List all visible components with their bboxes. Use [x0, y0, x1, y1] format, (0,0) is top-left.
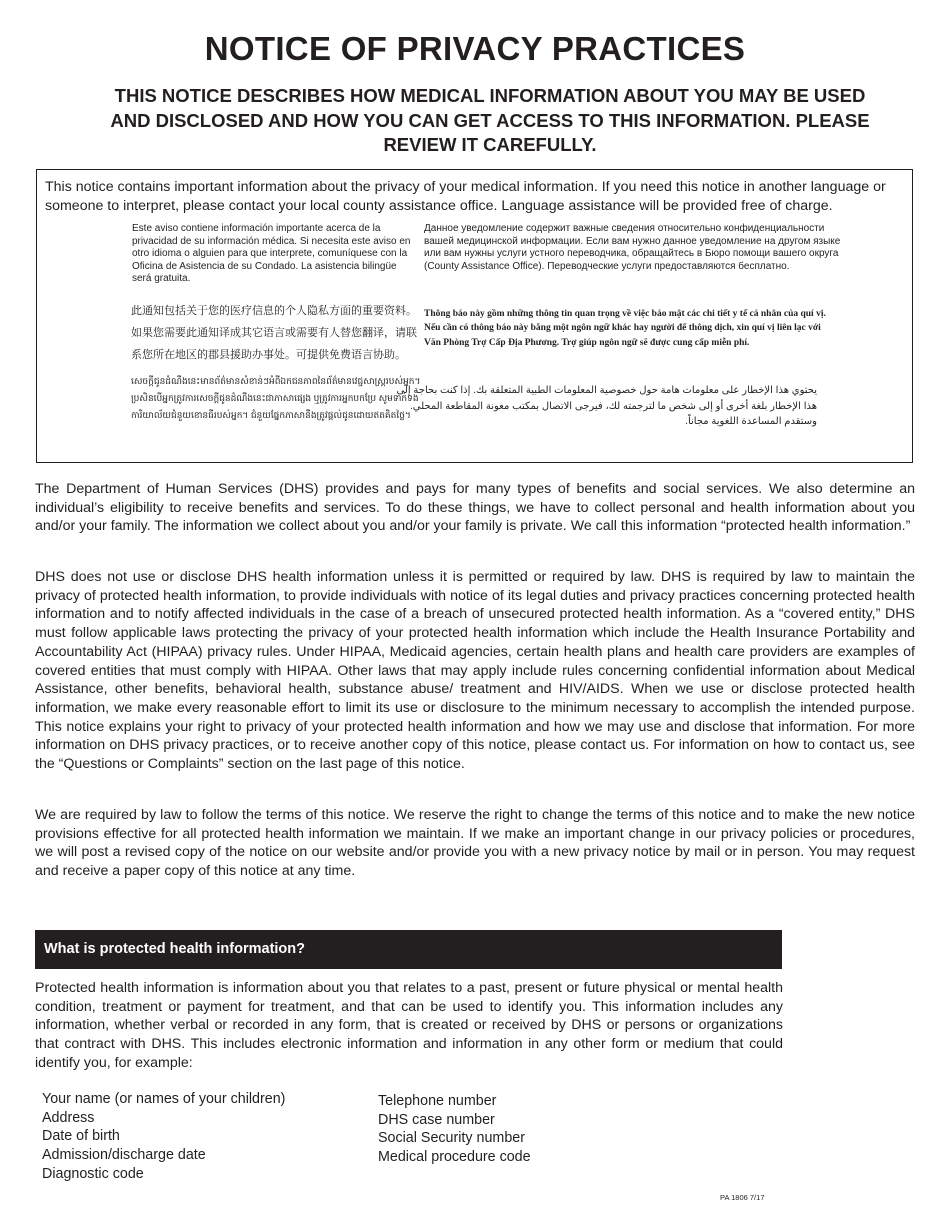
list-item: Diagnostic code — [42, 1165, 144, 1182]
list-item: Medical procedure code — [378, 1149, 531, 1166]
language-assistance-box — [36, 169, 913, 463]
spanish-notice: Este aviso contiene información importante acerca de la privacidad de su información médica. Si necesita este aviso en otro idioma o alguien para que interprete, comuníquese con la Oficina de Asistencia de su Condado. La asistencia bilingüe será gratuita. — [132, 223, 411, 284]
vietnamese-notice: Thông báo này gồm những thông tin quan trọng về việc bảo mật các chi tiết y tế cá nhân của quí vị. Nếu cần có thông báo này bằng một ngôn ngữ khác hay người để thông dịch, xin quí vị liên lạc với Văn Phòng Trợ Cấp Địa Phương. Trợ giúp ngôn ngữ sẽ được cung cấp miễn phí. — [424, 309, 826, 348]
list-item: Admission/discharge date — [42, 1147, 206, 1164]
page-subtitle: THIS NOTICE DESCRIBES HOW MEDICAL INFORMATION ABOUT YOU MAY BE USED AND DISCLOSED AND HOW YOU CAN GET ACCESS TO THIS INFORMATION. PLEASE REVIEW IT CAREFULLY. — [110, 85, 870, 155]
russian-notice: Данное уведомление содержит важные сведения относительно конфиденциальности вашей медицинской информации. Если вам нужно данное уведомление на другом языке или вам нужны услуги устного переводчика, обращайтесь в Бюро помощи вашего округа (County Assistance Office). Переводческие услуги предоставляются бесплатно. — [424, 223, 841, 272]
list-item: Address — [42, 1109, 95, 1126]
list-item: Your name (or names of your children) — [42, 1091, 286, 1107]
phi-definition-paragraph: Protected health information is information about you that relates to a past, present or future physical or mental health condition, treatment or payment for treatment, and that can be used to identify you. This information includes any information, whether verbal or recorded in any form, that is created or received by DHS or persons or organizations that contract with DHS. This includes electronic information and information in any other form or medium that could identify you, for example: — [35, 980, 783, 1071]
khmer-notice: សេចក្តីជូនដំណឹងនេះមានព័ត៌មានសំខាន់ៗអំពីឯកជនភាពនៃព័ត៌មានវេជ្ជសាស្ត្ររបស់អ្នក។ ប្រសិនបើអ្នកត្រូវការសេចក្តីជូនដំណឹងនេះជាភាសាផ្សេង ឬត្រូវការអ្នកបកប្រែ សូមទាក់ទងការិយាល័យជំនួយខោនធីរបស់អ្នក។ ជំនួយផ្នែកភាសានឹងត្រូវផ្តល់ជូនដោយឥតគិតថ្លៃ។ — [131, 376, 421, 420]
phi-examples-right — [378, 1092, 531, 1167]
notice-terms-paragraph: We are required by law to follow the terms of this notice. We reserve the right to change the terms of this notice and to make the new notice provisions effective for all protected health information we maintain. If we make an important change in our privacy policies or procedures, we will post a revised copy of the notice on our website and/or provide you with a new privacy notice by mail or in person. You may request and receive a paper copy of this notice at any time. — [35, 807, 915, 880]
list-item: DHS case number — [378, 1111, 495, 1128]
language-box-intro: This notice contains important information about the privacy of your medical information. If you need this notice in another language or someone to interpret, please contact your local county assistance office. Language assistance will be provided free of charge. — [45, 179, 886, 214]
page-title: NOTICE OF PRIVACY PRACTICES — [204, 30, 746, 67]
dhs-disclosure-paragraph: DHS does not use or disclose DHS health information unless it is permitted or required by law. DHS is required by law to maintain the privacy of protected health information, to provide individuals with notice of its legal duties and privacy practices concerning protected health information and to notify affected individuals in the case of a breach of unsecured protected health information. As a “covered entity,” DHS must follow applicable laws protecting the privacy of your protected health information which include the Health Insurance Portability and Accountability Act (HIPAA) privacy rules. Under HIPAA, Medicaid agencies, certain health plans and health care providers are examples of covered entities that must comply with HIPAA. Other laws that may apply include rules concerning confidential information about Medical Assistance, other benefits, behavioral health, substance abuse/ treatment and HIV/AIDS. When we use or disclose protected health information, we make every reasonable effort to limit its use or disclosure to the minimum necessary to accomplish the intended purpose. This notice explains your right to privacy of your protected health information and how we may use and disclose that information. For more information on DHS privacy practices, or to receive another copy of this notice, please contact us. For information on how to contact us, see the “Questions or Complaints” section on the last page of this notice. — [35, 569, 915, 773]
form-code: PA 1806 7/17 — [720, 1193, 765, 1202]
section-heading: What is protected health information? — [35, 930, 782, 969]
list-item: Date of birth — [42, 1128, 120, 1145]
chinese-notice: 此通知包括关于您的医疗信息的个人隐私方面的重要资料。如果您需要此通知译成其它语言或需要有人替您翻译，请联系您所在地区的郡县援助办事处。可提供免费语言协助。 — [131, 305, 417, 361]
list-item: Social Security number — [378, 1130, 526, 1147]
dhs-intro-paragraph: The Department of Human Services (DHS) provides and pays for many types of benefits and social services. We also determine an individual’s eligibility to receive benefits and services. To do these things, we have to collect personal and health information about you and/or your family. The information we collect about you and/or your family is private. We call this information “protected health information.” — [35, 481, 915, 535]
arabic-notice: يحتوي هذا الإخطار على معلومات هامة حول خصوصية المعلومات الطبية المتعلقة بك. إذا كنت بحاجة إلى هذا الإخطار بلغة أخرى أو إلى شخص ما لترجمته لك، فيرجى الاتصال بمكتب معونة المقاطعة المحلي. وستقدم المساعدة اللغوية مجاناً. — [396, 385, 817, 428]
phi-examples-left — [42, 1090, 285, 1184]
list-item: Telephone number — [378, 1093, 497, 1109]
